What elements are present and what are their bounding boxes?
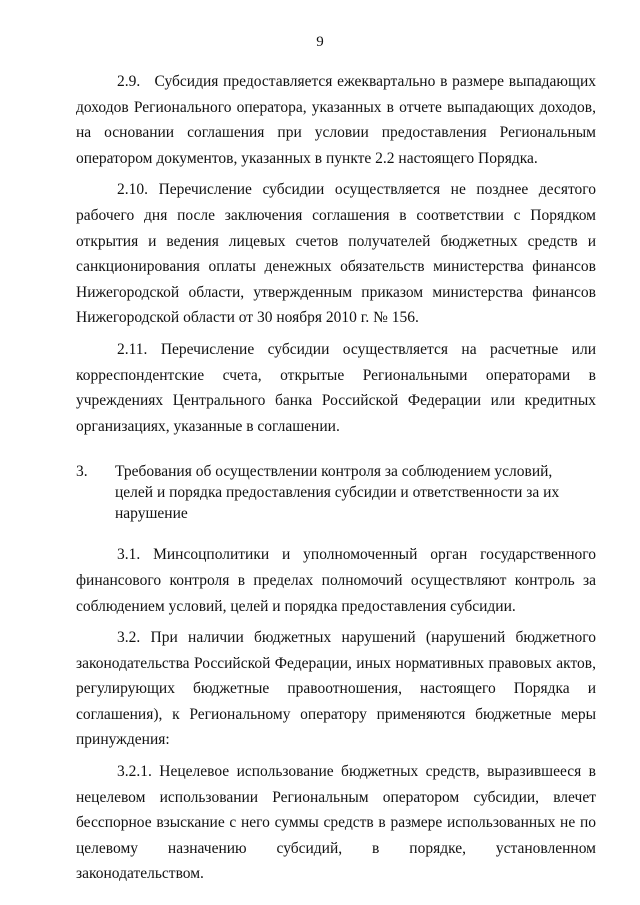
section-heading [76,461,596,524]
section-title: Требования об осуществлении контроля за соблюдением условий, целей и порядка предоставления субсидии и ответственности за их нарушение [115,463,560,523]
paragraph-3-2: 3.2. При наличии бюджетных нарушений (нарушений бюджетного законодательства Российской Федерации, иных нормативных правовых актов, регулирующих бюджетные правоотношения, настоящего Порядка и соглашения), к Региональному оператору применяются бюджетные меры принуждения: [76,629,596,749]
section-number: 3. [76,463,88,481]
paragraph-3-2-1: 3.2.1. Нецелевое использование бюджетных средств, выразившееся в нецелевом использовании Региональным оператором субсидии, влечет бесспорное взыскание с него суммы средств в размере использованных не по целевому назначению субсидий, в порядке, установленном законодательством. [76,763,596,883]
page-number: 9 [316,34,324,50]
paragraph-3-1: 3.1. Минсоцполитики и уполномоченный орган государственного финансового контроля в пределах полномочий осуществляют контроль за соблюдением условий, целей и порядка предоставления субсидии. [76,546,596,615]
paragraph-2-9: 2.9. Субсидия предоставляется ежеквартально в размере выпадающих доходов Регионального оператора, указанных в отчете выпадающих доходов, на основании соглашения при условии предоставления Региональным оператором документов, указанных в пункте 2.2 настоящего Порядка. [76,73,596,167]
document-body [76,69,596,887]
paragraph-2-11: 2.11. Перечисление субсидии осуществляется на расчетные или корреспондентские счета, открытые Региональными операторами в учреждениях Центрального банка Российской Федерации или кредитных организациях, указанные в соглашении. [76,340,596,435]
paragraph-2-10: 2.10. Перечисление субсидии осуществляется не позднее десятого рабочего дня после заключения соглашения в соответствии с Порядком открытия и ведения лицевых счетов получателей бюджетных средств и санкционирования оплаты денежных обязательств министерства финансов Нижегородской области, утвержденным приказом министерства финансов Нижегородской области от 30 ноября 2010 г. № 156. [76,181,596,327]
